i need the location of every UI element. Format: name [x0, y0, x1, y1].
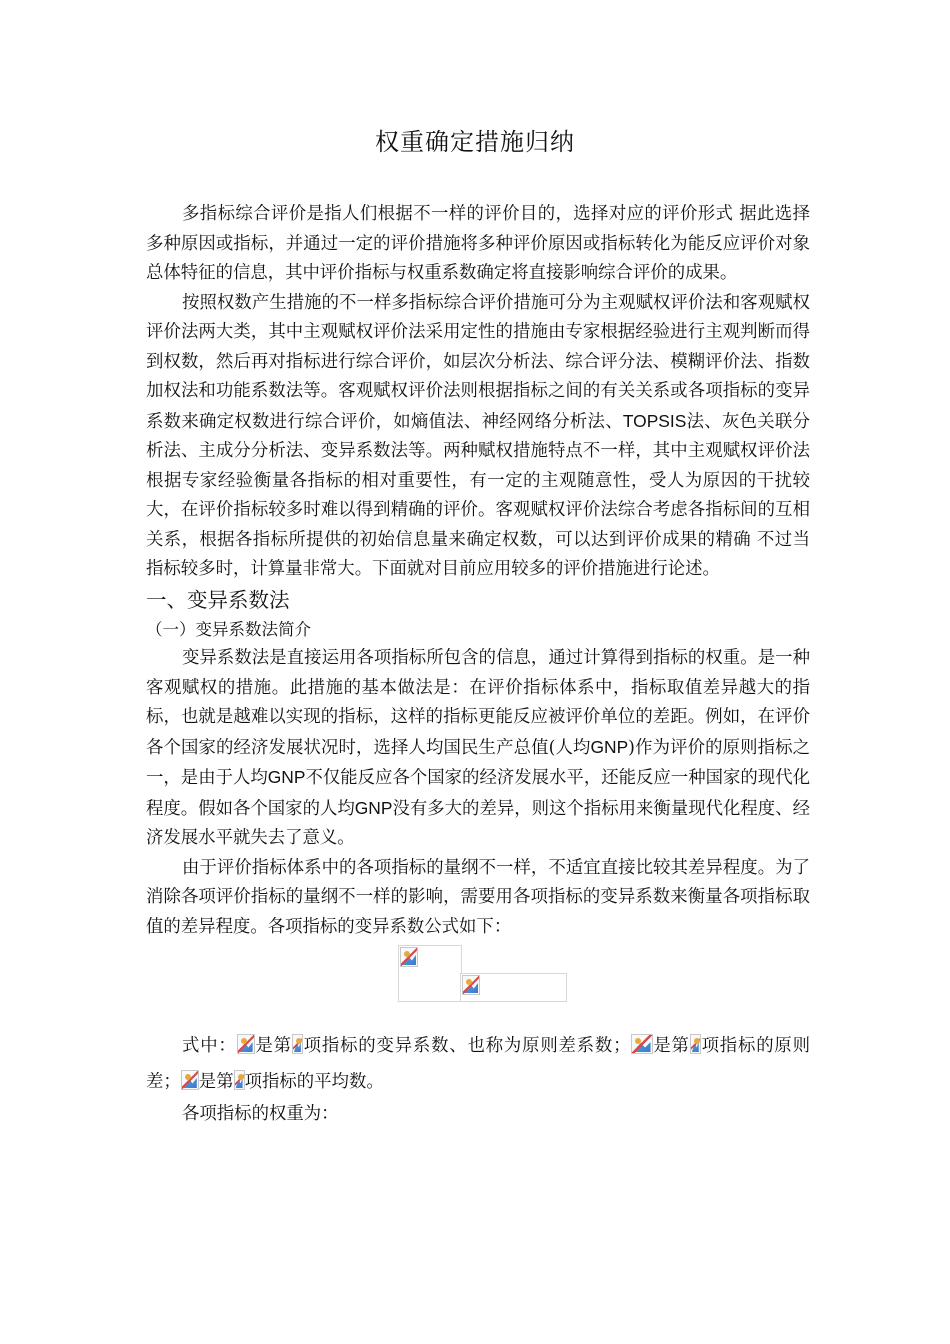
broken-image-icon — [400, 947, 418, 967]
broken-image-icon — [292, 1034, 303, 1054]
text-run: 项指标的变异系数、也称为原则差系数； — [302, 1036, 631, 1056]
text-run: 按照权数产生措施的不一样多指标综合评价措施可分为主观赋权评价法和客观赋权评价法两大类，其中主观赋权评价法采用定性的措施由专家根据经验进行主观判断而得到权数，然后再对指标进行综合评价，如层次分析法、综合评分法、模糊评价法、指数加权法和功能系数法等。客观赋权评价法则根据指标之间的有关关系或各项指标的变异系数来确定权数进行综合评价，如熵值法、神经网络分析法、 — [146, 292, 810, 432]
broken-image-icon — [234, 1070, 245, 1090]
heading-subsection-1-1: （一）变异系数法简介 — [146, 620, 311, 639]
text-run-topsis: TOPSIS — [622, 410, 687, 431]
text-run: 不仅能反应各个国家的经济发展水平，还能反应一种国家的现代化程度。假如各个国家的人均 — [146, 768, 810, 819]
paragraph-cv-intro — [146, 644, 810, 854]
text-run: )作为评价的原则指标之一，是由于人均 — [146, 737, 810, 788]
paragraph-cv-formula-intro: 由于评价指标体系中的各项指标的量纲不一样，不适宜直接比较其差异程度。为了消除各项评价指标的量纲不一样的影响，需要用各项指标的变异系数来衡量各项指标取值的差异程度。各项指标的变异系数公式如下： — [146, 857, 810, 937]
text-run-gnp: GNP — [590, 736, 629, 757]
text-run: 是第 — [198, 1072, 234, 1092]
text-run: 没有多大的差异，则这个指标用来衡量现代化程度、经济发展水平就失去了意义。 — [146, 798, 810, 848]
formula-block — [146, 942, 810, 1028]
broken-image-icon — [462, 975, 480, 995]
formula-image-frame — [398, 945, 462, 1002]
text-run-gnp: GNP — [267, 767, 306, 787]
text-run-gnp: GNP — [354, 797, 393, 818]
text-run: 项指标的原则差； — [146, 1036, 810, 1092]
paragraph-intro: 多指标综合评价是指人们根据不一样的评价目的，选择对应的评价形式 据此选择多种原因或指标，并通过一定的评价措施将多种评价原因或指标转化为能反应评价对象总体特征的信息，其中评价指标与权重系数确定将直接影响综合评价的成果。 — [146, 204, 810, 283]
paragraph-formula-legend — [146, 1028, 810, 1100]
text-run: 是第 — [254, 1036, 292, 1056]
paragraph-weighting-methods — [146, 289, 810, 585]
formula-image-frame — [460, 973, 567, 1002]
text-run: 式中： — [182, 1036, 237, 1056]
text-run: 是第 — [652, 1036, 690, 1056]
text-run: 变异系数法是直接运用各项指标所包含的信息，通过计算得到指标的权重。是一种客观赋权的措施。此措施的基本做法是：在评价指标体系中，指标取值差异越大的指标，也就是越难以实现的指标，这样的指标更能反应被评价单位的差距。例如，在评价各个国家的经济发展状况时，选择人均国民生产总值(人均 — [146, 648, 810, 758]
document-body — [146, 200, 810, 1130]
broken-image-icon — [631, 1034, 653, 1054]
heading-section-1: 一、变异系数法 — [146, 587, 290, 612]
document-title: 权重确定措施归纳 — [375, 128, 575, 156]
broken-image-icon — [690, 1034, 701, 1054]
text-run: 项指标的平均数。 — [244, 1072, 384, 1092]
text-run: 法、灰色关联分析法、主成分分析法、变异系数法等。两种赋权措施特点不一样，其中主观赋权评价法根据专家经验衡量各指标的相对重要性，有一定的主观随意性，受人为原因的干扰较大，在评价指标较多时难以得到精确的评价。客观赋权评价法综合考虑各指标间的互相关系，根据各指标所提供的初始信息量来确定权数，可以达到评价成果的精确 不过当指标较多时，计算量非常大。下面就对目前应用较多的评价措施进行论述。 — [146, 411, 810, 579]
broken-image-icon — [181, 1070, 199, 1090]
paragraph-weights: 各项指标的权重为： — [182, 1104, 339, 1124]
broken-image-icon — [237, 1034, 255, 1054]
